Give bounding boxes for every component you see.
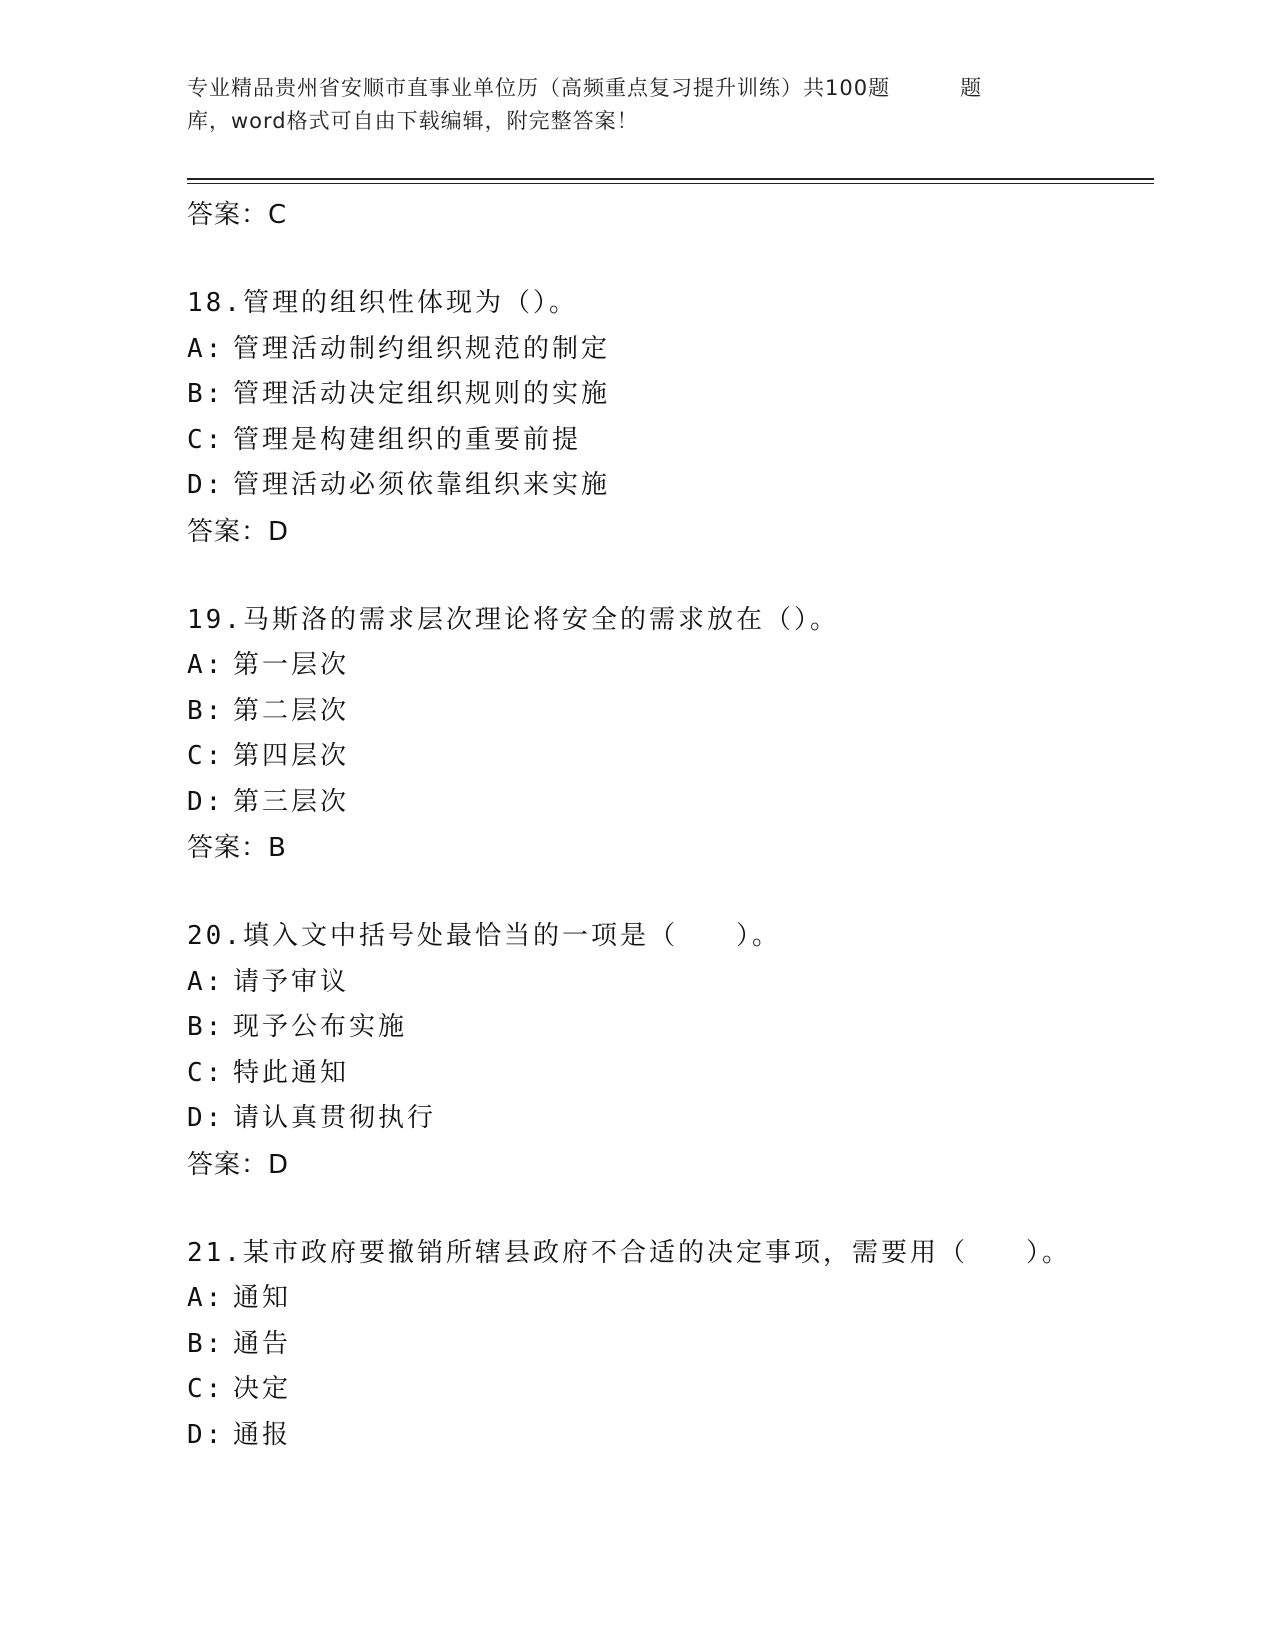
header-title: 专业精品贵州省安顺市直事业单位历（高频重点复习提升训练）共100题 — [187, 76, 891, 100]
option-a — [187, 960, 1147, 1006]
option-letter: B: — [187, 695, 225, 726]
option-text: 第四层次 — [233, 741, 350, 771]
option-letter: D: — [187, 1419, 225, 1450]
option-a — [187, 1276, 1147, 1322]
page-header — [187, 72, 1087, 138]
answer-line: 答案：C — [187, 200, 288, 230]
option-letter: A: — [187, 1283, 225, 1313]
option-letter: D: — [187, 470, 225, 500]
option-text: 请认真贯彻执行 — [233, 1103, 437, 1133]
answer-line: 答案：D — [187, 516, 290, 547]
option-text: 管理活动制约组织规范的制定 — [233, 333, 611, 364]
option-a — [187, 327, 1147, 373]
question-stem: 18.管理的组织性体现为（）。 — [187, 288, 578, 318]
option-text: 通报 — [233, 1419, 292, 1450]
option-letter: D: — [187, 786, 225, 817]
option-letter: B: — [187, 1012, 225, 1042]
option-d — [187, 1096, 1147, 1142]
option-text: 特此通知 — [233, 1057, 350, 1088]
question-stem: 19.马斯洛的需求层次理论将安全的需求放在（）。 — [187, 604, 839, 635]
option-text: 第三层次 — [233, 786, 350, 817]
question-block — [187, 1231, 1147, 1459]
answer-line: 答案：B — [187, 833, 287, 863]
option-text: 通知 — [233, 1283, 292, 1313]
option-c — [187, 734, 1147, 780]
option-text: 通告 — [233, 1328, 292, 1359]
document-body — [187, 192, 1147, 1458]
option-text: 第二层次 — [233, 695, 350, 726]
option-letter: C: — [187, 741, 225, 771]
question-block — [187, 281, 1147, 555]
option-d — [187, 1413, 1147, 1459]
option-letter: B: — [187, 1328, 225, 1359]
option-letter: C: — [187, 1374, 225, 1404]
option-letter: D: — [187, 1103, 225, 1133]
header-line-2: 库，word格式可自由下载编辑，附完整答案！ — [187, 109, 639, 133]
option-a — [187, 643, 1147, 689]
option-text: 管理活动必须依靠组织来实施 — [233, 470, 611, 500]
option-b — [187, 372, 1147, 418]
option-text: 请予审议 — [233, 966, 350, 997]
header-line-1 — [187, 72, 1087, 105]
question-stem: 21.某市政府要撤销所辖县政府不合适的决定事项，需要用（ ）。 — [187, 1237, 1071, 1268]
option-text: 管理活动决定组织规则的实施 — [233, 379, 611, 409]
answer-line: 答案：D — [187, 1149, 290, 1180]
option-letter: A: — [187, 650, 225, 680]
question-block — [187, 914, 1147, 1188]
question-block — [187, 598, 1147, 872]
question-stem: 20.填入文中括号处最恰当的一项是（ ）。 — [187, 921, 781, 951]
header-title-tail: 题 — [960, 76, 983, 100]
option-letter: C: — [187, 1057, 225, 1088]
option-b — [187, 1005, 1147, 1051]
option-d — [187, 463, 1147, 509]
option-d — [187, 780, 1147, 826]
option-text: 决定 — [233, 1374, 292, 1404]
option-letter: A: — [187, 966, 225, 997]
option-letter: C: — [187, 424, 225, 455]
option-b — [187, 689, 1147, 735]
option-c — [187, 1367, 1147, 1413]
option-text: 管理是构建组织的重要前提 — [233, 424, 582, 455]
option-letter: B: — [187, 379, 225, 409]
option-text: 现予公布实施 — [233, 1012, 408, 1042]
option-text: 第一层次 — [233, 650, 350, 680]
option-letter: A: — [187, 333, 225, 364]
option-b — [187, 1322, 1147, 1368]
header-divider-thin — [187, 183, 1154, 184]
option-c — [187, 418, 1147, 464]
option-c — [187, 1051, 1147, 1097]
header-divider — [187, 178, 1154, 180]
